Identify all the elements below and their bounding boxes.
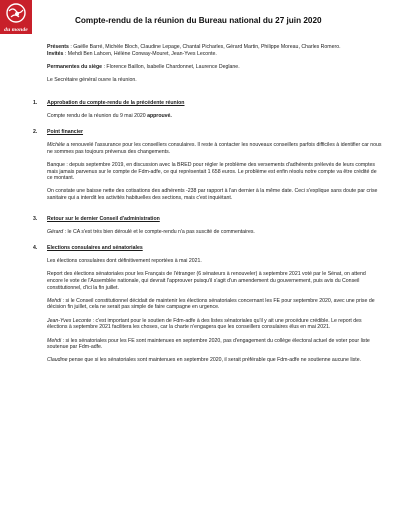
speaker-name: Mehdi [47,337,62,344]
paragraph [47,338,382,351]
section-heading [33,216,382,223]
section-title: Point financier [47,129,84,136]
speaker-name: Claudine [47,357,68,364]
invited-line [47,51,382,58]
section-number: 1. [33,99,38,106]
paragraph [47,113,382,120]
paragraph-text: : c'est important pour le soutien de Fdm-adfe à des listes sénatoriales qu'il y ait une procédure crédible. Le report des élections à septembre 2021 facilitera les choses, car la charte n'engagera que les conseillers consulaires élus en mai 2021. [47,317,362,331]
section-number: 2. [33,129,38,136]
section-2 [33,129,382,202]
staff-line [47,64,382,71]
document-body [33,44,382,371]
speaker-name: Michèle [47,141,65,148]
paragraph [47,258,382,265]
paragraph [47,298,382,311]
speaker-name: Gérard [47,228,64,235]
paragraph-text: Les élections consulaires dont définitivement reportées à mai 2021. [47,257,202,264]
paragraph [47,142,382,155]
section-title: Approbation du compte-rendu de la précédente réunion [47,99,185,106]
logo-text: du monde [4,27,28,33]
paragraph-text: : si les sénatoriales pour les FE sont maintenues en septembre 2020, pas d'engagement du collège électoral actuel de voter pour liste soutenue par Fdm-adfe. [47,337,370,351]
section-number: 3. [33,215,38,222]
section-1 [33,99,382,119]
paragraph-text: On constate une baisse nette des cotisations des adhérents -238 par rapport à l'an dernier à la même date. Ceci s'explique sans doute par crise sanitaire qui a interdit les activités habituelles des sections, mais c'est inquiétant. [47,188,378,202]
section-heading [33,100,382,107]
paragraph [47,188,382,201]
invited-names: : Mehdi Ben Lahcen, Hélène Conway-Mouret, Jean-Yves Leconte. [63,50,217,57]
speaker-name: Mehdi [47,297,62,304]
paragraph [47,357,382,364]
staff-names: : Florence Baillon, Isabelle Chardonnet, Laurence Deglane. [102,63,240,70]
section-title: Elections consulaires and sénatoriales [47,245,143,252]
section-number: 4. [33,245,38,252]
sections-container [33,99,382,364]
paragraph [47,271,382,291]
paragraph [47,318,382,331]
section-4 [33,245,382,364]
paragraph-text: : si le Conseil constitutionnel décidait de maintenir les élections sénatoriales concernant les FE pour septembre 2020, avec une prise de décision fin juillet, cela ne serait pas simple de faire campagne en urgence. [47,297,375,311]
paragraph-text: pense que si les sénatoriales sont maintenues en septembre 2020, il serait préférable que Fdm-adfe ne soutienne aucune liste. [67,357,362,364]
present-line [47,44,382,51]
paragraph-text: a renouvelé l'assurance pour les conseillers consulaires. Il reste à contacter les nouveaux conseillers parfois difficiles à identifier car nous ne sommes pas toujours prévenus des changements. [47,141,382,155]
present-label: Présents [47,44,69,50]
invited-label: Invités [47,50,64,57]
paragraph [47,162,382,182]
section-heading [33,245,382,252]
paragraph-text: Banque : depuis septembre 2019, en discussion avec la BRED pour régler le problème des versements d'adhérents prélevés de leurs comptes mais jamais parvenus sur le compte de Fdm-adfe, ce qui représentait 1 658 euros. Le problème est enfin résolu notre compte va être crédité de ce montant. [47,161,377,182]
present-names: : Gaëlle Barré, Michèle Bloch, Claudine Lepage, Chantal Picharles, Gérard Martin, Philippe Moreau, Charles Romero. [68,44,341,50]
paragraph-text: Report des élections sénatoriales pour les Français de l'étranger (6 sénateurs à renouveler) à septembre 2021 voté par le Sénat, on attend encore le vote de l'Assemblée nationale, qui devrait l'approuver puisqu'il s'agit d'un amendement du gouvernement, puis avis du Conseil constitutionnel, d'ici la fin juillet. [47,271,366,291]
page-title: Compte-rendu de la réunion du Bureau national du 27 juin 2020 [75,16,322,25]
speaker-name: Jean-Yves Leconte [47,317,92,324]
paragraph-text: : le CA s'est très bien déroulé et le compte-rendu n'a pas suscité de commentaires. [63,228,255,235]
approval-status: approuvé. [147,112,172,119]
staff-label: Permanentes du siège [47,63,103,70]
opening-line: Le Secrétaire général ouvre la réunion. [47,77,137,84]
section-heading [33,129,382,136]
paragraph [47,229,382,236]
globe-hand-icon [5,2,27,24]
organization-logo [0,0,32,34]
section-3 [33,215,382,235]
paragraph-text: Compte rendu de la réunion du 9 mai 2020 [47,112,148,119]
section-title: Retour sur le dernier Conseil d'administration [47,215,160,222]
